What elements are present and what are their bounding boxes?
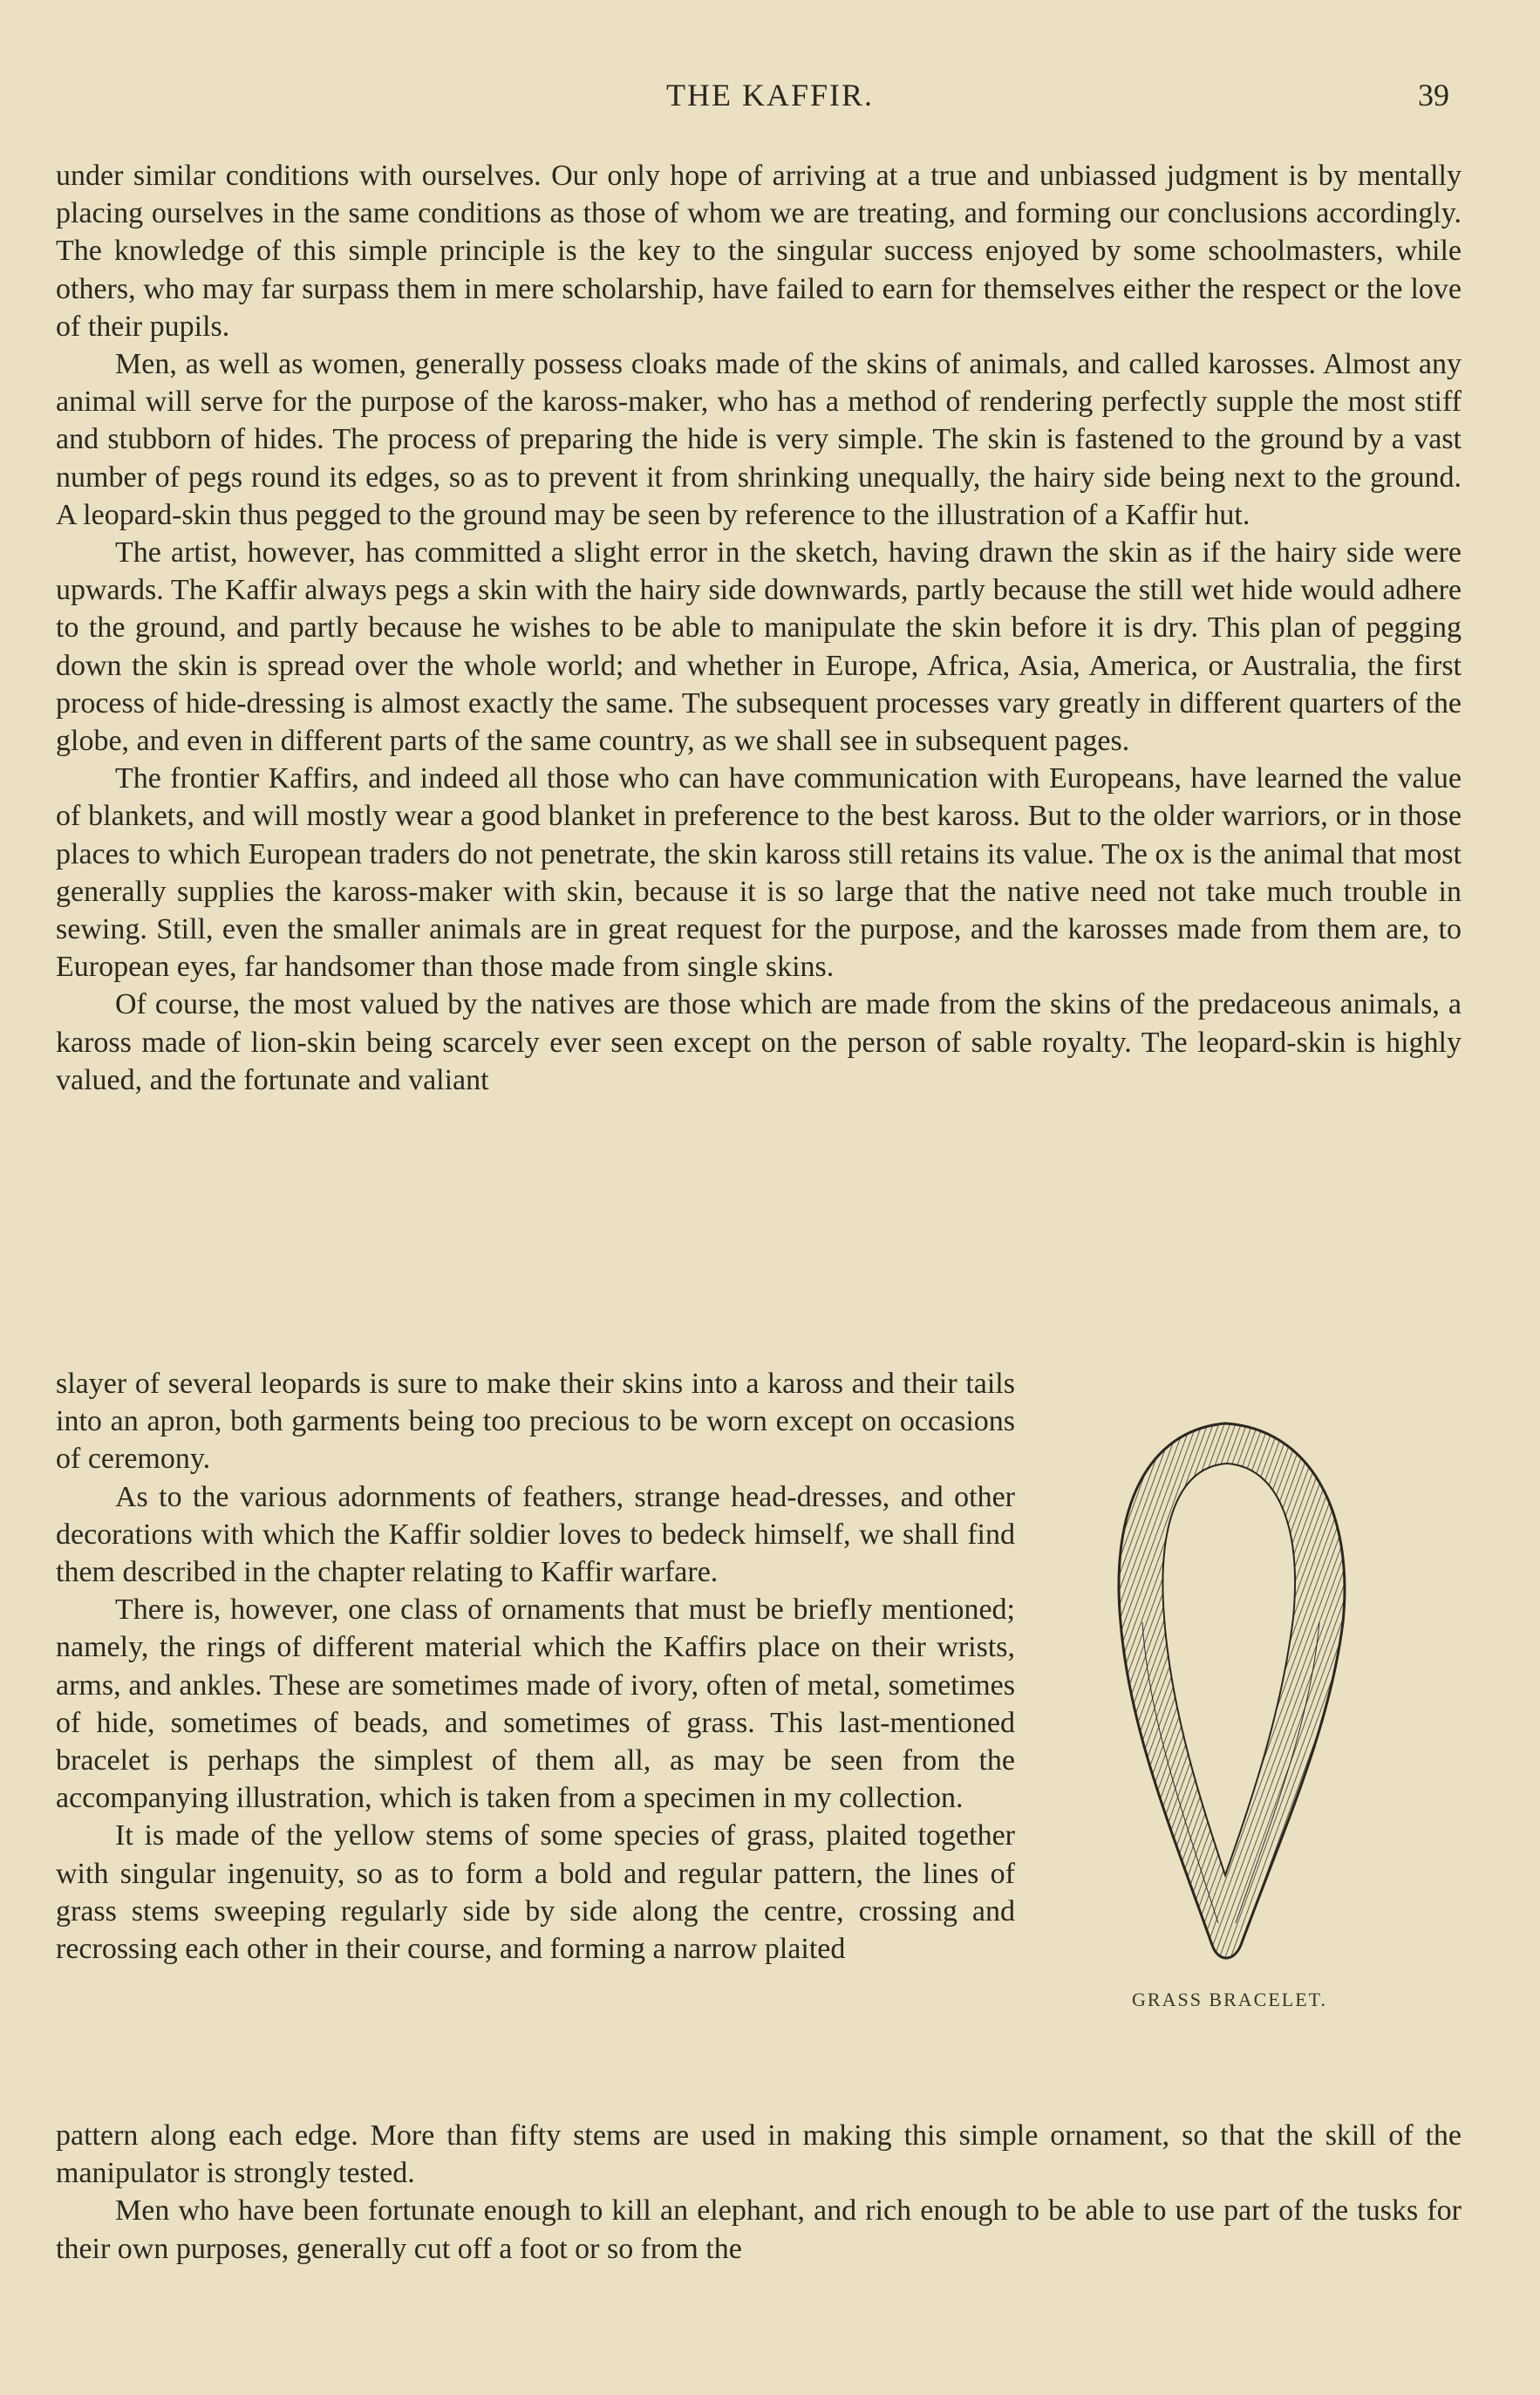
page-number: 39: [1418, 78, 1449, 113]
paragraph: pattern along each edge. More than fifty stems are used in making this simple ornament, so that the skill of the manipulator is strongly tested.: [56, 2119, 1462, 2190]
paragraph: Men, as well as women, generally possess cloaks made of the skins of animals, and called karosses. Almost any animal will serve for the purpose of the kaross-maker, who has a method of rendering perfectly supple the most stiff and stubborn of hides. The process of preparing the hide is very simple. The skin is fastened to the ground by a vast number of pegs round its edges, so as to prevent it from shrinking unequally, the hairy side being next to the ground. A leopard-skin thus pegged to the ground may be seen by reference to the illustration of a Kaffir hut.: [56, 348, 1462, 531]
paragraph: It is made of the yellow stems of some species of grass, plaited together with singular ingenuity, so as to form a bold and regular pattern, the lines of grass stems sweeping regularly side by side along the centre, crossing and recrossing each other in their course, and forming a narrow plaited: [56, 1819, 1015, 1966]
running-head: [0, 77, 1540, 122]
body-text-full-width-bottom: [56, 2117, 1462, 2268]
figure-caption: GRASS BRACELET.: [1132, 1989, 1327, 2010]
paragraph: There is, however, one class of ornaments that must be briefly mentioned; namely, the rings of different material which the Kaffirs place on their wrists, arms, and ankles. These are sometimes made of ivory, often of metal, sometimes of hide, sometimes of beads, and sometimes of grass. This last-mentioned bracelet is perhaps the simplest of them all, as may be seen from the accompanying illustration, which is taken from a specimen in my collection.: [56, 1593, 1015, 1815]
paragraph: slayer of several leopards is sure to make their skins into a kaross and their tails into an apron, both garments being too precious to be worn except on occasions of ceremony.: [56, 1368, 1015, 1476]
figure-grass-bracelet: [1060, 1413, 1400, 2023]
paragraph: Men who have been fortunate enough to kill an elephant, and rich enough to be able to use part of the tusks for their own purposes, generally cut off a foot or so from the: [56, 2194, 1462, 2265]
body-text-full-width: [56, 157, 1462, 1099]
body-text-beside-figure: [56, 1365, 1015, 1968]
paragraph: As to the various adornments of feathers, strange head-dresses, and other decorations with which the Kaffir soldier loves to bedeck himself, we shall find them described in the chapter relating to Kaffir warfare.: [56, 1480, 1015, 1589]
paragraph: The frontier Kaffirs, and indeed all those who can have communication with Europeans, have learned the value of blankets, and will mostly wear a good blanket in preference to the best kaross. But to the older warriors, or in those places to which European traders do not penetrate, the skin kaross still retains its value. The ox is the animal that most generally supplies the kaross-maker with skin, because it is so large that the native need not take much trouble in sewing. Still, even the smaller animals are in great request for the purpose, and the karosses made from them are, to European eyes, far handsomer than those made from single skins.: [56, 762, 1462, 984]
grass-bracelet-illustration: [1094, 1413, 1365, 1971]
paragraph: Of course, the most valued by the natives are those which are made from the skins of the predaceous animals, a kaross made of lion-skin being scarcely ever seen except on the person of sable royalty. The leopard-skin is highly valued, and the fortunate and valiant: [56, 988, 1462, 1096]
paragraph: The artist, however, has committed a slight error in the sketch, having drawn the skin as if the hairy side were upwards. The Kaffir always pegs a skin with the hairy side downwards, partly because the still wet hide would adhere to the ground, and partly because he wishes to be able to manipulate the skin before it is dry. This plan of pegging down the skin is spread over the whole world; and whether in Europe, Africa, Asia, America, or Australia, the first process of hide-dressing is almost exactly the same. The subsequent processes vary greatly in different quarters of the globe, and even in different parts of the same country, as we shall see in subsequent pages.: [56, 536, 1462, 758]
running-title: THE KAFFIR.: [665, 78, 875, 113]
paragraph: under similar conditions with ourselves. Our only hope of arriving at a true and unbiassed judgment is by mentally placing ourselves in the same conditions as those of whom we are treating, and forming our conclusions accordingly. The knowledge of this simple principle is the key to the singular success enjoyed by some schoolmasters, while others, who may far surpass them in mere scholarship, have failed to earn for themselves either the respect or the love of their pupils.: [56, 160, 1462, 343]
